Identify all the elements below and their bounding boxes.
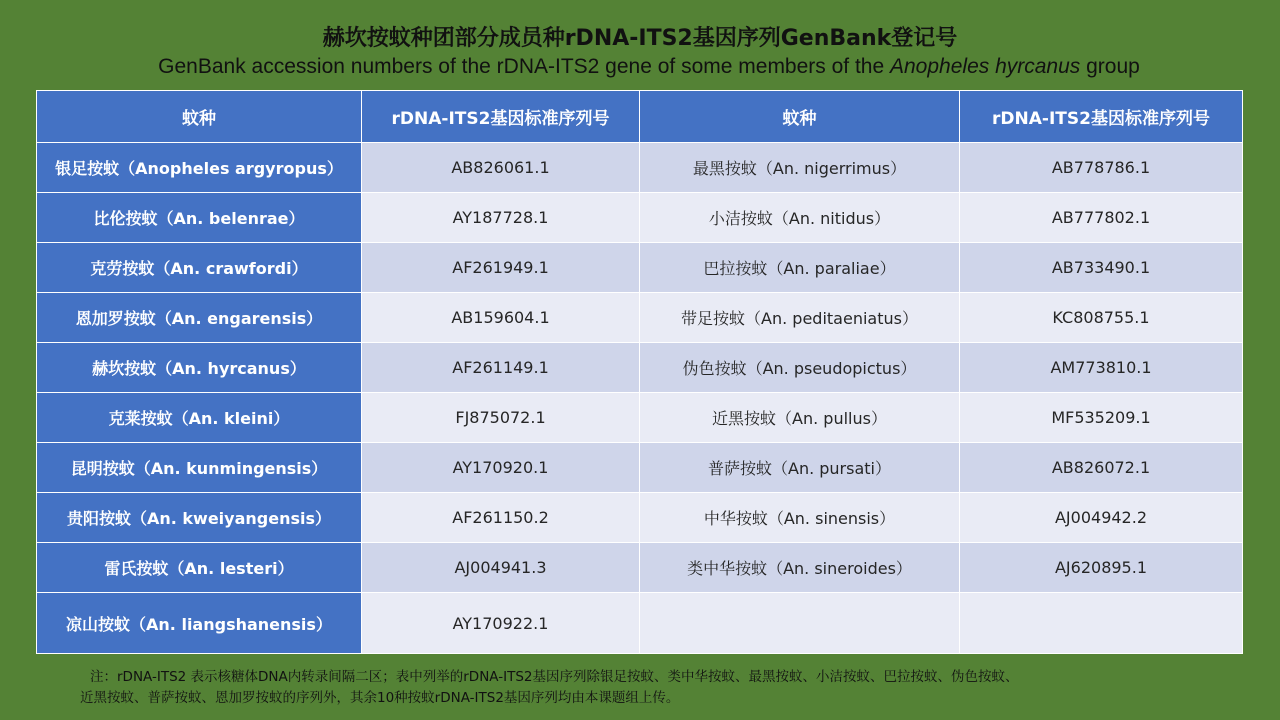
species-cell: 小洁按蚊（An. nitidus）: [640, 193, 960, 243]
table-row: [37, 543, 1243, 593]
header-accession: rDNA-ITS2基因标准序列号: [960, 91, 1243, 143]
title-english-suffix: group: [1080, 55, 1140, 78]
title-english-italic: Anopheles hyrcanus: [890, 55, 1081, 78]
species-cell: 雷氏按蚊（An. lesteri）: [37, 543, 362, 593]
footnote-line-1: 注：rDNA-ITS2 表示核糖体DNA内转录间隔二区；表中列举的rDNA-ITS2基因序列除银足按蚊、类中华按蚊、最黑按蚊、小洁按蚊、巴拉按蚊、伪色按蚊、: [90, 669, 1019, 685]
accession-cell: AM773810.1: [960, 343, 1243, 393]
table-row: [37, 193, 1243, 243]
species-cell: 伪色按蚊（An. pseudopictus）: [640, 343, 960, 393]
accession-cell: [960, 593, 1243, 654]
footnote-line-2: 近黑按蚊、普萨按蚊、恩加罗按蚊的序列外，其余10种按蚊rDNA-ITS2基因序列均由本课题组上传。: [80, 690, 680, 706]
species-cell: [640, 593, 960, 654]
species-cell: 凉山按蚊（An. liangshanensis）: [37, 593, 362, 654]
accession-table: [36, 90, 1243, 654]
species-cell: 巴拉按蚊（An. paraliae）: [640, 243, 960, 293]
accession-cell: AB826072.1: [960, 443, 1243, 493]
title-english-prefix: GenBank accession numbers of the rDNA-ITS2 gene of some members of the: [158, 55, 890, 78]
accession-cell: AB778786.1: [960, 143, 1243, 193]
header-accession: rDNA-ITS2基因标准序列号: [362, 91, 640, 143]
accession-cell: AJ620895.1: [960, 543, 1243, 593]
accession-cell: MF535209.1: [960, 393, 1243, 443]
table-row: [37, 443, 1243, 493]
species-cell: 赫坎按蚊（An. hyrcanus）: [37, 343, 362, 393]
accession-cell: AJ004941.3: [362, 543, 640, 593]
accession-cell: AB826061.1: [362, 143, 640, 193]
accession-cell: AY187728.1: [362, 193, 640, 243]
accession-cell: AB777802.1: [960, 193, 1243, 243]
table-row: [37, 293, 1243, 343]
table-row: [37, 143, 1243, 193]
species-cell: 近黑按蚊（An. pullus）: [640, 393, 960, 443]
accession-cell: AF261949.1: [362, 243, 640, 293]
accession-cell: AJ004942.2: [960, 493, 1243, 543]
table-header-row: [37, 91, 1243, 143]
species-cell: 昆明按蚊（An. kunmingensis）: [37, 443, 362, 493]
table-row: [37, 243, 1243, 293]
species-cell: 最黑按蚊（An. nigerrimus）: [640, 143, 960, 193]
title-english: [0, 54, 1280, 80]
species-cell: 中华按蚊（An. sinensis）: [640, 493, 960, 543]
table-row: [37, 593, 1243, 654]
title-chinese: 赫坎按蚊种团部分成员种rDNA-ITS2基因序列GenBank登记号: [322, 26, 958, 51]
species-cell: 比伦按蚊（An. belenrae）: [37, 193, 362, 243]
species-cell: 类中华按蚊（An. sineroides）: [640, 543, 960, 593]
accession-cell: AF261149.1: [362, 343, 640, 393]
accession-cell: AB733490.1: [960, 243, 1243, 293]
accession-cell: FJ875072.1: [362, 393, 640, 443]
accession-cell: AF261150.2: [362, 493, 640, 543]
accession-cell: AB159604.1: [362, 293, 640, 343]
accession-cell: KC808755.1: [960, 293, 1243, 343]
table-row: [37, 393, 1243, 443]
species-cell: 银足按蚊（Anopheles argyropus）: [37, 143, 362, 193]
species-cell: 恩加罗按蚊（An. engarensis）: [37, 293, 362, 343]
header-species: 蚊种: [37, 91, 362, 143]
footnote: [80, 667, 1220, 709]
table-row: [37, 493, 1243, 543]
species-cell: 贵阳按蚊（An. kweiyangensis）: [37, 493, 362, 543]
accession-cell: AY170920.1: [362, 443, 640, 493]
species-cell: 带足按蚊（An. peditaeniatus）: [640, 293, 960, 343]
species-cell: 普萨按蚊（An. pursati）: [640, 443, 960, 493]
species-cell: 克劳按蚊（An. crawfordi）: [37, 243, 362, 293]
table-row: [37, 343, 1243, 393]
header-species: 蚊种: [640, 91, 960, 143]
species-cell: 克莱按蚊（An. kleini）: [37, 393, 362, 443]
accession-cell: AY170922.1: [362, 593, 640, 654]
